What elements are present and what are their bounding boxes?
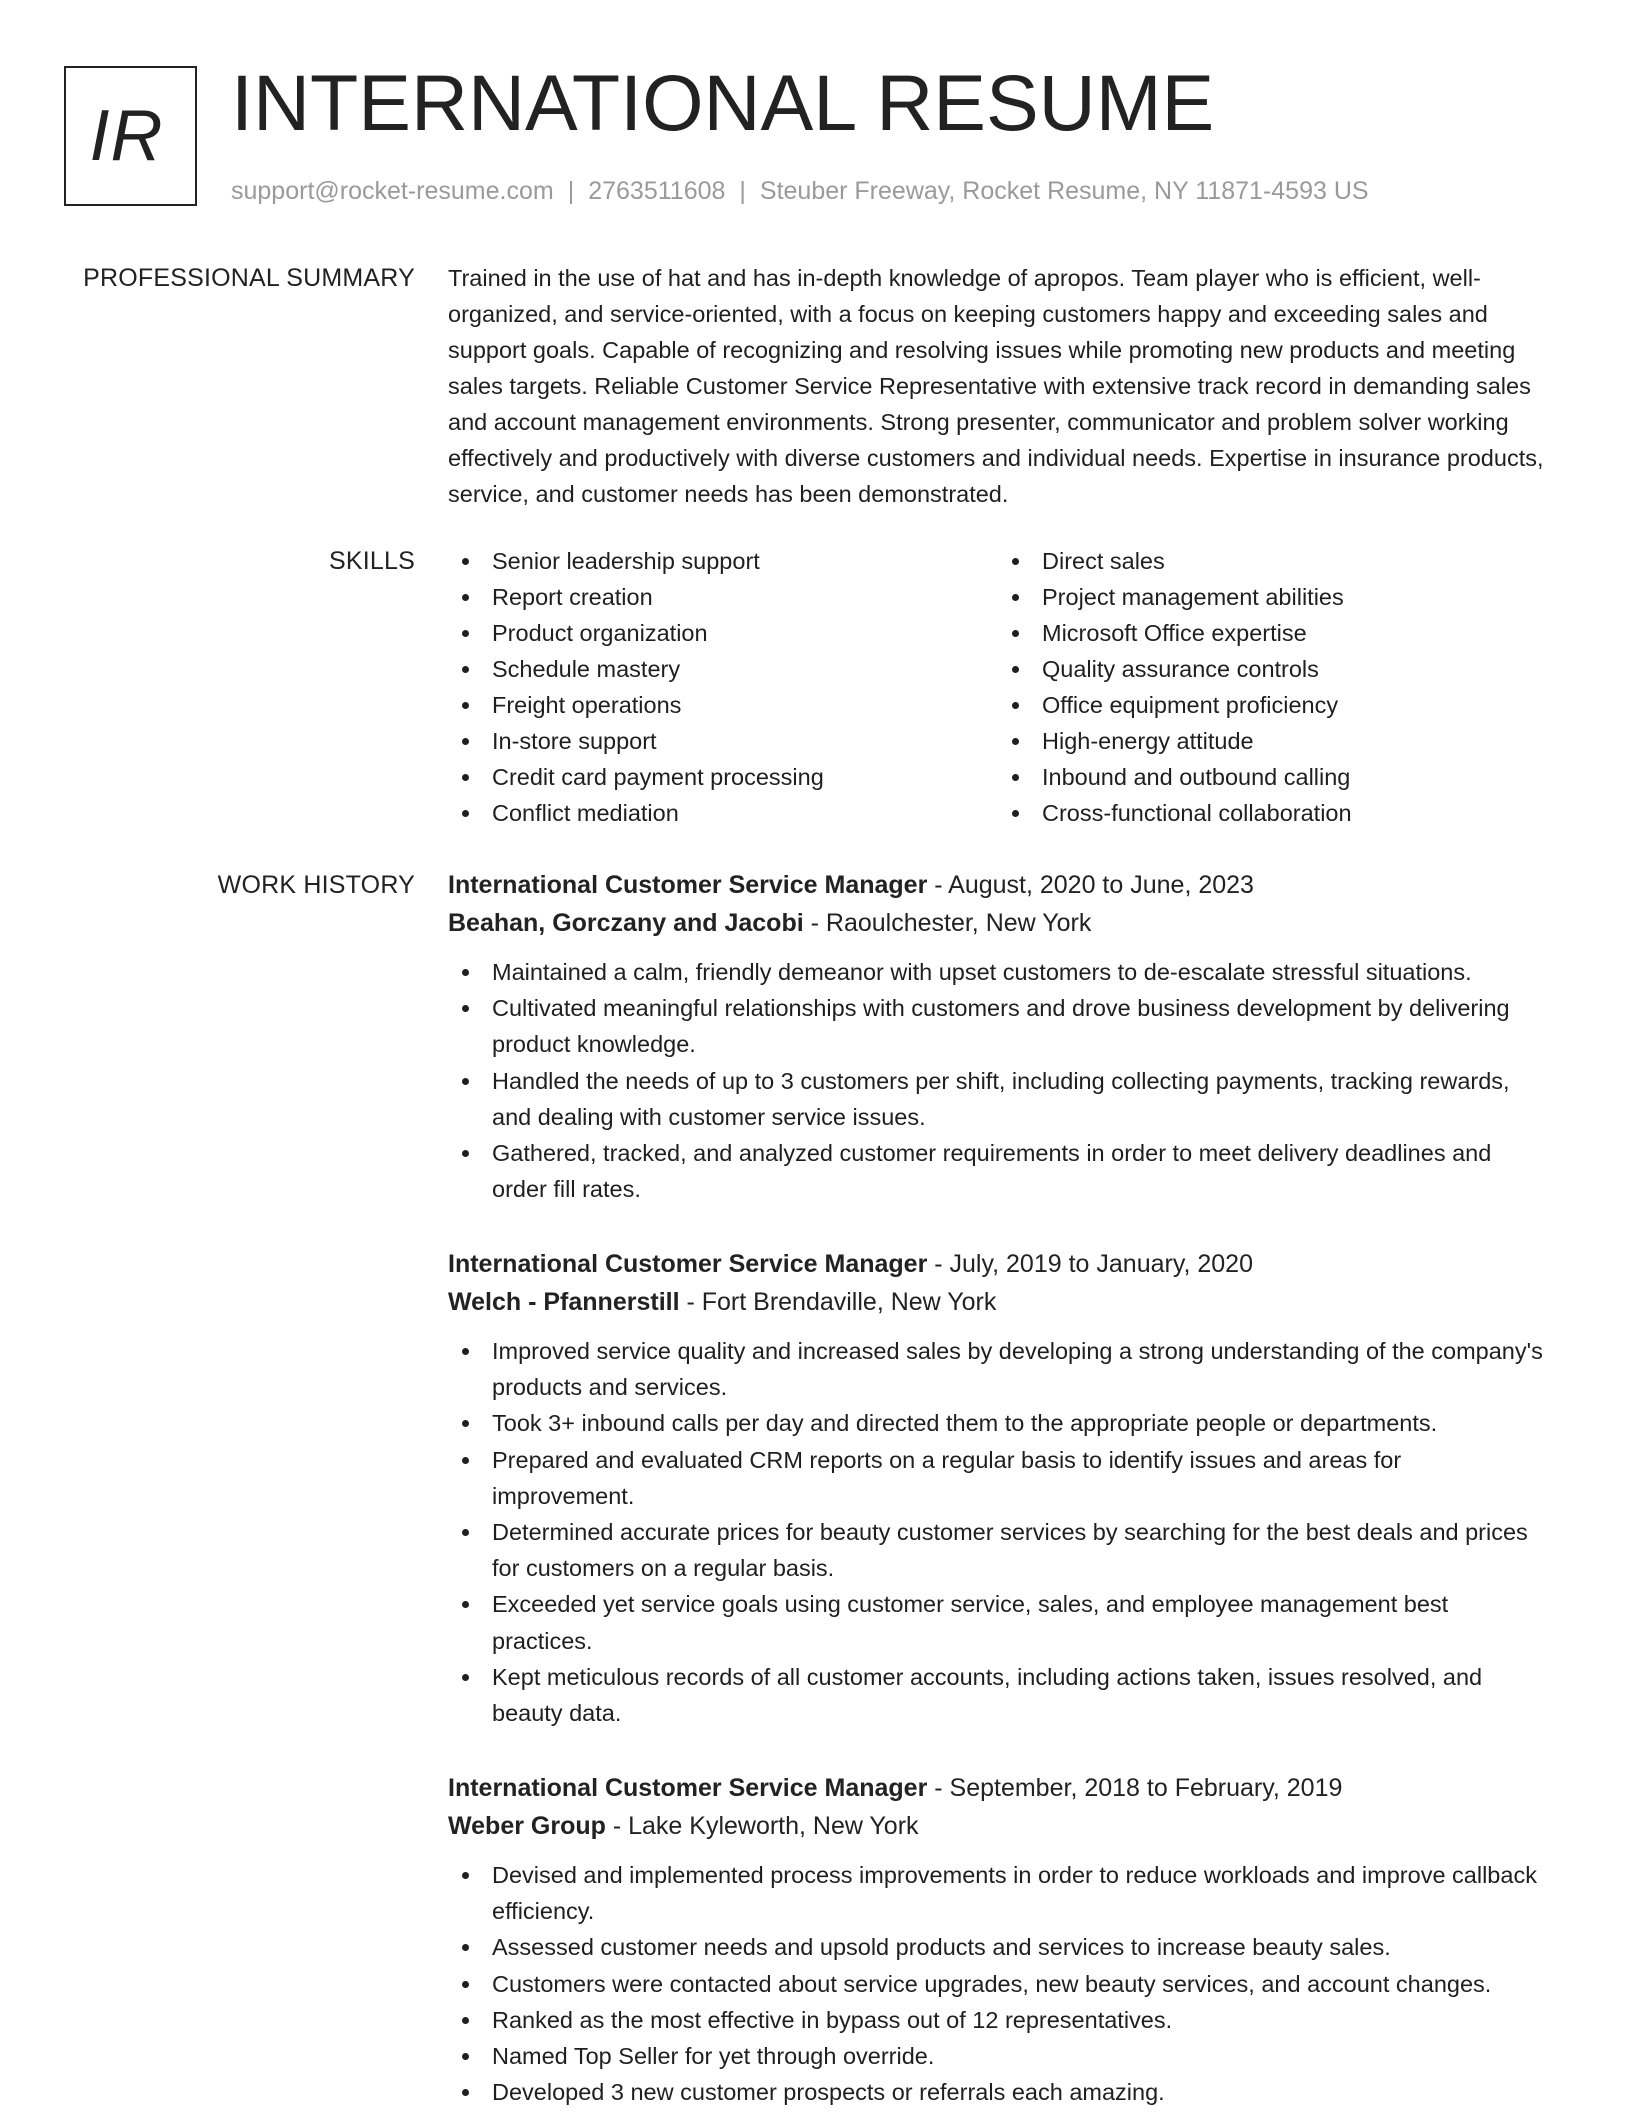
- job-location: - Lake Kyleworth, New York: [605, 1812, 919, 1840]
- job-company-line: [448, 904, 1548, 942]
- contact-separator: |: [567, 177, 575, 205]
- skills-body: [448, 543, 1548, 831]
- skill-item: Credit card payment processing: [448, 759, 998, 795]
- job-bullet: Cultivated meaningful relationships with customers and drove business development by delivering product knowledge.: [448, 990, 1548, 1062]
- monogram-text: IR: [89, 96, 164, 176]
- job-company-line: [448, 1807, 1548, 1845]
- job-entry: [448, 1245, 1548, 1731]
- job-bullet: Devised and implemented process improvements in order to reduce workloads and improve callback efficiency.: [448, 1857, 1548, 1929]
- contact-phone: 2763511608: [588, 177, 726, 205]
- skill-item: Microsoft Office expertise: [998, 615, 1548, 651]
- job-bullet: Handled the needs of up to 3 customers per shift, including collecting payments, tracking rewards, and dealing with customer service issues.: [448, 1063, 1548, 1135]
- job-dates: - August, 2020 to June, 2023: [927, 871, 1254, 899]
- job-company: Welch - Pfannerstill: [448, 1288, 680, 1316]
- job-title-line: [448, 866, 1548, 904]
- summary-text: Trained in the use of hat and has in-depth knowledge of apropos. Team player who is efficient, well-organized, and service-oriented, with a focus on keeping customers happy and exceeding sales and support goals. Capable of recognizing and resolving issues while promoting new products and meeting sales targets. Reliable Customer Service Representative with extensive track record in demanding sales and account management environments. Strong presenter, communicator and problem solver working effectively and productively with diverse customers and individual needs. Expertise in insurance products, service, and customer needs has been demonstrated.: [448, 265, 1544, 507]
- skill-item: In-store support: [448, 723, 998, 759]
- skills-heading: SKILLS: [329, 547, 415, 575]
- job-bullet: Exceeded yet service goals using customer service, sales, and employee management best practices.: [448, 1586, 1548, 1658]
- monogram-badge: [64, 66, 197, 206]
- job-bullet: Maintained a calm, friendly demeanor with upset customers to de-escalate stressful situations.: [448, 954, 1548, 990]
- job-bullets: [448, 1857, 1548, 2110]
- job-bullet: Took 3+ inbound calls per day and directed them to the appropriate people or departments.: [448, 1405, 1548, 1441]
- job-company: Weber Group: [448, 1812, 606, 1840]
- job-bullet: Prepared and evaluated CRM reports on a regular basis to identify issues and areas for improvement.: [448, 1442, 1548, 1514]
- resume-title: INTERNATIONAL RESUME: [231, 58, 1215, 147]
- skill-item: Cross-functional collaboration: [998, 795, 1548, 831]
- job-company: Beahan, Gorczany and Jacobi: [448, 909, 804, 937]
- skill-item: Freight operations: [448, 687, 998, 723]
- summary-body: [448, 260, 1548, 512]
- skills-left-column: [448, 543, 998, 831]
- job-location: - Raoulchester, New York: [803, 909, 1092, 937]
- job-title-line: [448, 1769, 1548, 1807]
- contact-line: [231, 174, 1369, 208]
- skill-item: Product organization: [448, 615, 998, 651]
- job-dates: - September, 2018 to February, 2019: [927, 1774, 1343, 1802]
- skill-item: Office equipment proficiency: [998, 687, 1548, 723]
- job-location: - Fort Brendaville, New York: [679, 1288, 997, 1316]
- skills-columns: [448, 543, 1548, 831]
- skill-item: Project management abilities: [998, 579, 1548, 615]
- job-bullet: Ranked as the most effective in bypass out of 12 representatives.: [448, 2002, 1548, 2038]
- job-bullet: Kept meticulous records of all customer accounts, including actions taken, issues resolved, and beauty data.: [448, 1659, 1548, 1731]
- job-title: International Customer Service Manager: [448, 1774, 928, 1802]
- job-title-line: [448, 1245, 1548, 1283]
- skills-right-column: [998, 543, 1548, 831]
- skill-item: Direct sales: [998, 543, 1548, 579]
- skill-item: Quality assurance controls: [998, 651, 1548, 687]
- job-dates: - July, 2019 to January, 2020: [927, 1250, 1253, 1278]
- skill-item: Inbound and outbound calling: [998, 759, 1548, 795]
- contact-address: Steuber Freeway, Rocket Resume, NY 11871-4593 US: [759, 177, 1369, 205]
- job-title: International Customer Service Manager: [448, 1250, 928, 1278]
- job-bullet: Determined accurate prices for beauty customer services by searching for the best deals and prices for customers on a regular basis.: [448, 1514, 1548, 1586]
- job-company-line: [448, 1283, 1548, 1321]
- job-title: International Customer Service Manager: [448, 871, 928, 899]
- job-bullets: [448, 1333, 1548, 1731]
- job-entry: [448, 1769, 1548, 2110]
- skill-item: Schedule mastery: [448, 651, 998, 687]
- job-bullet: Improved service quality and increased sales by developing a strong understanding of the company's products and services.: [448, 1333, 1548, 1405]
- job-bullet: Customers were contacted about service upgrades, new beauty services, and account changes.: [448, 1966, 1548, 2002]
- work-history-heading: WORK HISTORY: [217, 871, 415, 899]
- summary-heading: PROFESSIONAL SUMMARY: [83, 264, 415, 292]
- job-entry: [448, 866, 1548, 1207]
- contact-email: support@rocket-resume.com: [231, 177, 554, 205]
- job-bullet: Assessed customer needs and upsold products and services to increase beauty sales.: [448, 1929, 1548, 1965]
- skill-item: High-energy attitude: [998, 723, 1548, 759]
- contact-separator: |: [739, 177, 746, 205]
- job-bullet: Developed 3 new customer prospects or referrals each amazing.: [448, 2074, 1548, 2110]
- job-bullets: [448, 954, 1548, 1207]
- job-bullet: Gathered, tracked, and analyzed customer requirements in order to meet delivery deadlines and order fill rates.: [448, 1135, 1548, 1207]
- skill-item: Report creation: [448, 579, 998, 615]
- job-bullet: Named Top Seller for yet through override.: [448, 2038, 1548, 2074]
- skill-item: Conflict mediation: [448, 795, 998, 831]
- skill-item: Senior leadership support: [448, 543, 998, 579]
